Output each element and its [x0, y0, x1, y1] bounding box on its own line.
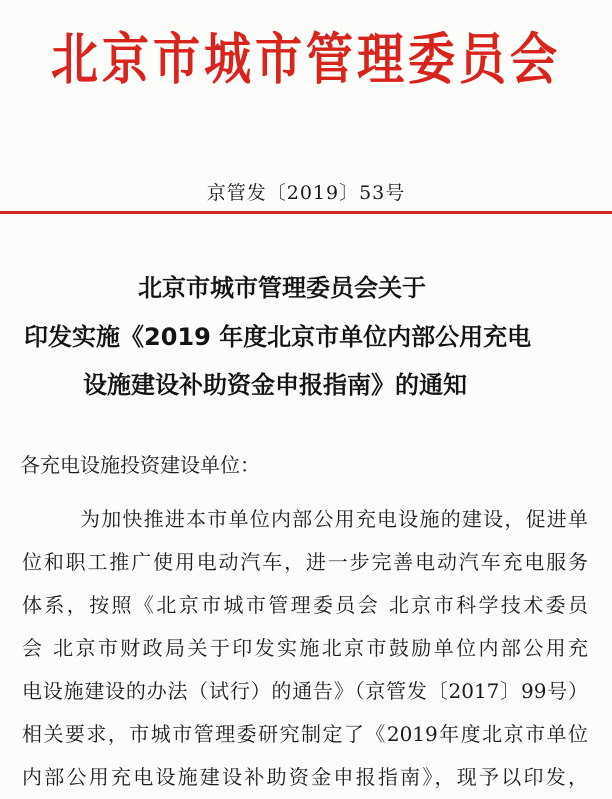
body-line: 会 北京市财政局关于印发实施北京市鼓励单位内部公用充 [22, 636, 588, 660]
body-paragraph [22, 498, 588, 799]
document-number: 京管发〔2019〕53号 [206, 182, 406, 204]
red-divider-rule [0, 211, 612, 214]
salutation: 各充电设施投资建设单位： [20, 453, 260, 477]
title-line-3: 设施建设补助资金申报指南》的通知 [83, 371, 467, 399]
title-line-1: 北京市城市管理委员会关于 [138, 274, 426, 302]
body-line: 位和职工推广使用电动汽车，进一步完善电动汽车充电服务 [22, 550, 588, 574]
title-line-2: 印发实施《2019 年度北京市单位内部公用充电 [24, 323, 532, 351]
body-line: 为加快推进本市单位内部公用充电设施的建设，促进单 [80, 507, 588, 531]
body-line: 电设施建设的办法（试行）的通告》（京管发〔2017〕99号） [22, 679, 588, 703]
body-line: 相关要求，市城市管理委研究制定了《2019年度北京市单位 [22, 722, 588, 746]
body-line: 内部公用充电设施建设补助资金申报指南》，现予以印发， [22, 765, 588, 789]
body-line: 体系，按照《北京市城市管理委员会 北京市科学技术委员 [22, 593, 588, 617]
issuing-authority-masthead: 北京市城市管理委员会 [51, 27, 561, 93]
